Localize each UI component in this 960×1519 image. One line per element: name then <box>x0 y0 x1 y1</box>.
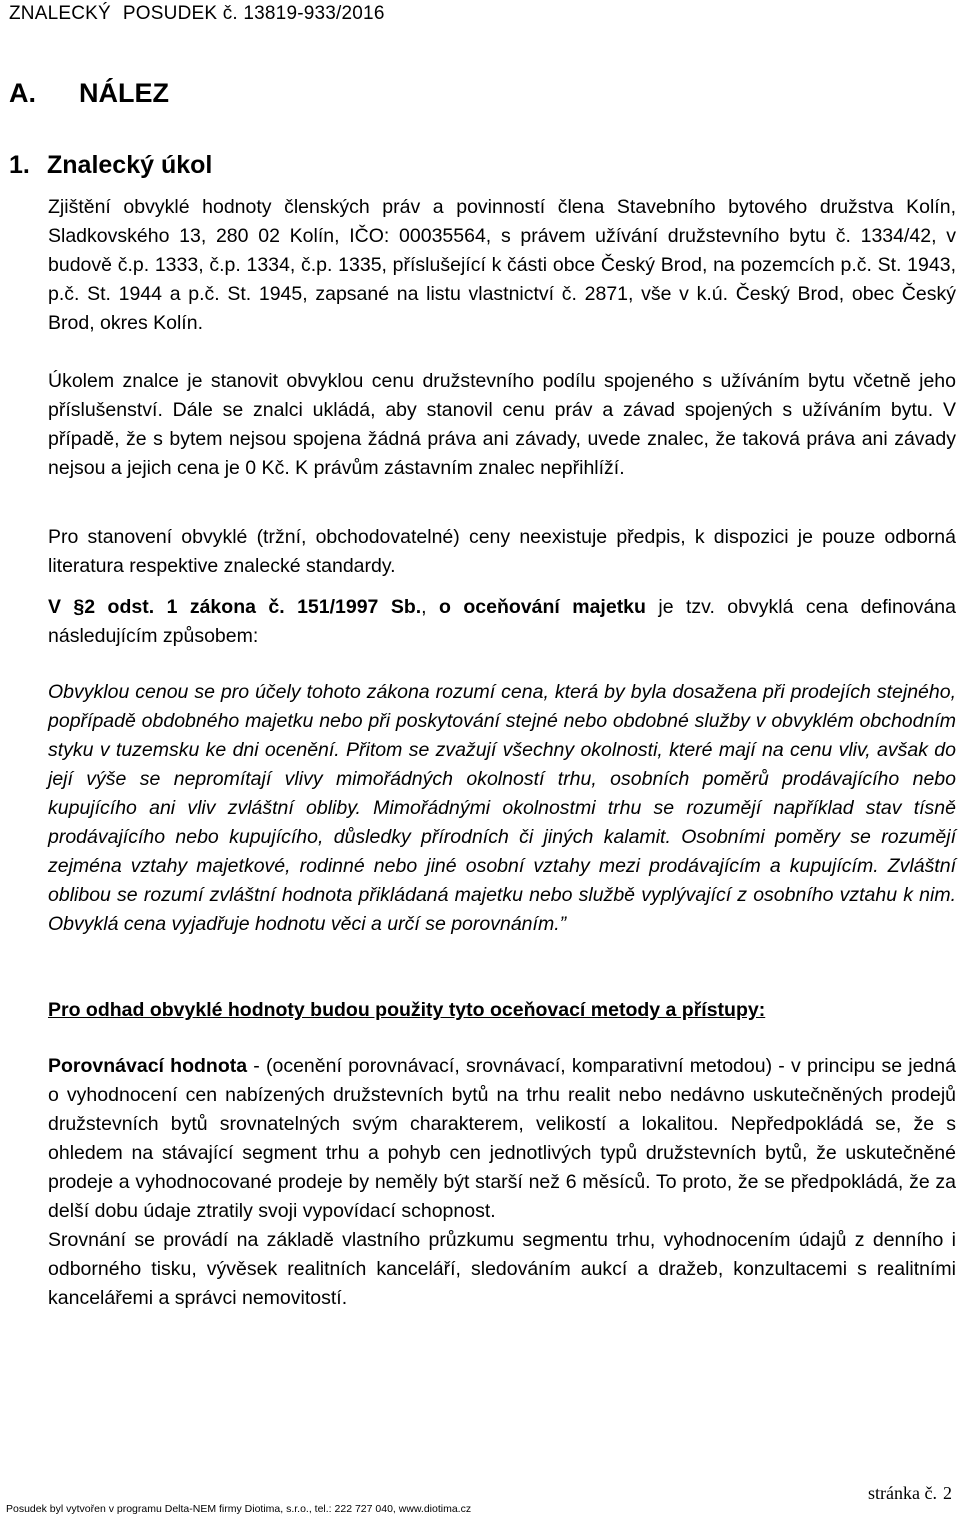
subsection-number: 1. <box>9 151 30 179</box>
methods-heading: Pro odhad obvyklé hodnoty budou použity tyto oceňovací metody a přístupy: <box>48 999 766 1021</box>
section-number: A. <box>9 78 36 108</box>
page-number <box>868 1483 952 1504</box>
subsection-heading <box>9 151 212 180</box>
header-doc-id: POSUDEK č. 13819-933/2016 <box>122 3 385 24</box>
comparative-method-term: Porovnávací hodnota <box>48 1055 248 1077</box>
task-paragraph: Zjištění obvyklé hodnoty členských práv a povinností člena Stavebního bytového družstva Kolín, Sladkovského 13, 280 02 Kolín, IČO: 00035564, s právem užívání družstevního bytu č. 1334/42, v budově č.p. 1333, č.p. 1334, č.p. 1335, příslušející k části obce Český Brod, na pozemcích p.č. St. 1943, p.č. St. 1944 a p.č. St. 1945, zapsané na listu vlastnictví č. 2871, vše v k.ú. Český Brod, obec Český Brod, okres Kolín. <box>48 196 956 334</box>
page-header <box>9 3 385 25</box>
comparison-sources-paragraph: Srovnání se provádí na základě vlastního průzkumu segmentu trhu, vyhodnocením údajů z denního i odborného tisku, vývěsek realitních kanceláří, sledováním aukcí a dražeb, konzultacemi s realitními kancelářemi a správci nemovitostí. <box>48 1229 956 1309</box>
section-title: NÁLEZ <box>79 78 169 108</box>
assignment-paragraph: Úkolem znalce je stanovit obvyklou cenu družstevního podílu spojeného s užíváním bytu včetně jeho příslušenství. Dále se znalci ukládá, aby stanovil cenu práv a závad spojených s užíváním bytu. V případě, že s bytem nejsou spojena žádná práva ani závady, uvede znalec, že taková práva ani závady nejsou a jejich cena je 0 Kč. K právům zástavním znalec nepřihlíží. <box>48 370 956 479</box>
page-label: stránka č. <box>868 1483 937 1503</box>
law-quote: Obvyklou cenou se pro účely tohoto zákona rozumí cena, která by byla dosažena při prodejích stejného, popřípadě obdobného majetku nebo při poskytování stejné nebo obdobné služby v obvyklém obchodním styku v tuzemsku ke dni ocenění. Přitom se zvažují všechny okolnosti, které mají na cenu vliv, avšak do její výše se nepromítají vlivy mimořádných okolností trhu, osobních poměrů prodávajícího nebo kupujícího ani vliv zvláštní obliby. Mimořádnými okolnostmi trhu se rozumějí například stav tísně prodávajícího nebo kupujícího, důsledky přírodních či jiných kalamit. Osobními poměry se rozumějí zejména vztahy majetkové, rodinné nebo jiné osobní vztahy mezi prodávajícím a kupujícím. Zvláštní oblibou se rozumí zvláštní hodnota přikládaná majetku nebo službě vyplývající z osobního vztahu k nim. Obvyklá cena vyjadřuje hodnotu věci a určí se porovnáním.” <box>48 681 956 935</box>
software-note: Posudek byl vytvořen v programu Delta-NEM firmy Diotima, s.r.o., tel.: 222 727 040, www.diotima.cz <box>6 1503 472 1515</box>
comparative-method-paragraph: Porovnávací hodnota - (ocenění porovnávací, srovnávací, komparativní metodou) - v principu se jedná o vyhodnocení cen nabízených družstevních bytů na trhu realit nebo nedávno uskutečněných prodejů družstevních bytů srovnatelných svým charakterem, velikostí a lokalitou. Nepředpokládá se, že s ohledem na stávající segment trhu a pohyb cen jednotlivých typů družstevních bytů, že uskutečněné prodeje a vyhodnocované prodeje by neměly být starší než 6 měsíců. To proto, že se předpokládá, že za delší dobu údaje ztratily svoji vypovídací schopnost. <box>48 1055 956 1222</box>
methods-section <box>48 1052 956 1313</box>
subsection-title: Znalecký úkol <box>47 151 213 179</box>
header-title: ZNALECKÝ <box>9 3 111 24</box>
section-heading <box>9 78 169 109</box>
law-title: o oceňování majetku <box>439 596 646 618</box>
law-reference-paragraph: V §2 odst. 1 zákona č. 151/1997 Sb., o oceňování majetku je tzv. obvyklá cena definována následujícím způsobem: <box>48 596 956 647</box>
valuation-basis-paragraph: Pro stanovení obvyklé (tržní, obchodovatelné) ceny neexistuje předpis, k dispozici je pouze odborná literatura respektive znalecké standardy. <box>48 526 956 577</box>
page-number-value: 2 <box>943 1483 952 1503</box>
law-reference: V §2 odst. 1 zákona č. 151/1997 Sb. <box>48 596 422 618</box>
